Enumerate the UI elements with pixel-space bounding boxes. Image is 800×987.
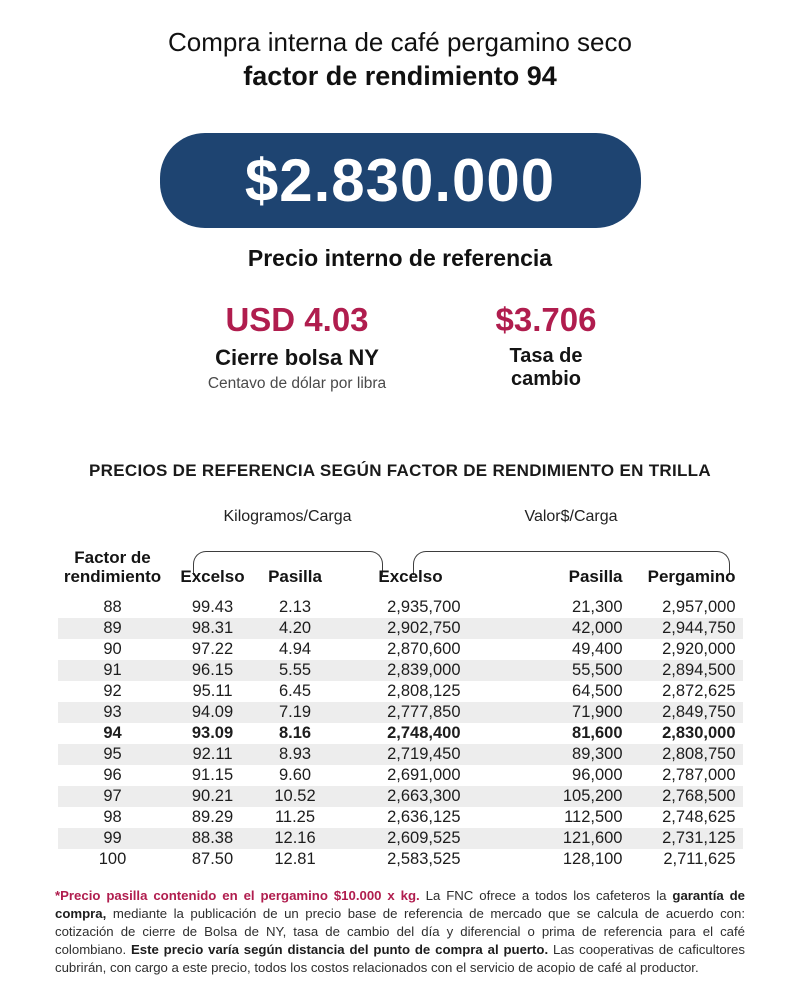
cell-pasilla-valor: 96,000 (572, 765, 623, 784)
table-row (58, 849, 743, 870)
cell-pasilla-kg: 12.81 (274, 849, 316, 868)
cell-factor: 100 (98, 849, 127, 868)
table-row (58, 765, 743, 786)
cell-excelso-valor: 2,748,400 (387, 723, 461, 742)
cell-excelso-valor: 2,691,000 (387, 765, 461, 784)
cell-pasilla-kg: 9.60 (278, 765, 312, 784)
section-title: PRECIOS DE REFERENCIA SEGÚN FACTOR DE RENDIMIENTO EN TRILLA (89, 461, 711, 481)
cell-pasilla-kg: 5.55 (278, 660, 312, 679)
cell-factor: 97 (103, 786, 122, 805)
cell-excelso-kg: 91.15 (191, 765, 234, 784)
ny-close-sublabel: Centavo de dólar por libra (207, 375, 387, 393)
group-label-kilogramos-carga: Kilogramos/Carga (223, 507, 352, 525)
exchange-rate-label: Tasa de cambio (509, 344, 583, 390)
page-title: Compra interna de café pergamino seco (168, 27, 632, 57)
cell-pasilla-kg: 11.25 (274, 807, 316, 826)
cell-excelso-valor: 2,583,525 (387, 849, 461, 868)
table-row (58, 723, 743, 744)
footer-segment: Este precio varía según distancia del punto de compra al puerto. (130, 941, 549, 957)
cell-factor: 94 (103, 723, 122, 742)
page-subtitle: factor de rendimiento 94 (243, 61, 557, 92)
cell-excelso-kg: 90.21 (191, 786, 234, 805)
cell-excelso-valor: 2,663,300 (387, 786, 461, 805)
cell-pasilla-kg: 6.45 (278, 681, 312, 700)
cell-pasilla-valor: 21,300 (572, 597, 623, 616)
cell-factor: 95 (103, 744, 122, 763)
cell-pasilla-valor: 55,500 (572, 660, 623, 679)
footer-segment: garantía de compra, (55, 887, 746, 921)
cell-excelso-valor: 2,636,125 (387, 807, 461, 826)
table-row (58, 660, 743, 681)
cell-pergamino-valor: 2,711,625 (663, 849, 736, 868)
cell-factor: 88 (103, 597, 122, 616)
column-header-pasilla-valor: Pasilla (568, 567, 623, 587)
cell-pasilla-valor: 112,500 (564, 807, 623, 826)
cell-pergamino-valor: 2,731,125 (662, 828, 736, 847)
cell-pasilla-valor: 42,000 (572, 618, 623, 637)
cell-excelso-kg: 96.15 (191, 660, 234, 679)
table-row (58, 597, 743, 618)
cell-pasilla-kg: 8.93 (278, 744, 312, 763)
table-row (58, 639, 743, 660)
cell-factor: 89 (103, 618, 122, 637)
cell-pasilla-valor: 121,600 (562, 828, 623, 847)
cell-pergamino-valor: 2,944,750 (662, 618, 736, 637)
cell-pasilla-kg: 2.13 (278, 597, 312, 616)
cell-excelso-kg: 98.31 (191, 618, 234, 637)
cell-pasilla-valor: 64,500 (572, 681, 623, 700)
cell-excelso-valor: 2,935,700 (387, 597, 461, 616)
exchange-rate-block (491, 301, 601, 393)
column-header-pasilla-kg: Pasilla (268, 567, 322, 587)
ny-close-block (199, 301, 395, 393)
table-row (58, 744, 743, 765)
table-body (58, 597, 743, 870)
cell-excelso-valor: 2,902,750 (387, 618, 461, 637)
cell-factor: 98 (103, 807, 122, 826)
cell-pasilla-kg: 12.16 (274, 828, 316, 847)
table-row (58, 828, 743, 849)
cell-pergamino-valor: 2,830,000 (662, 723, 736, 742)
cell-excelso-kg: 92.11 (192, 744, 233, 763)
footer-segment: Las cooperativas de caficultores cubrirán, con cargo a este precio, todos los costos relacionados con el servicio de acopio de café al productor. (55, 941, 745, 975)
cell-excelso-valor: 2,719,450 (387, 744, 461, 763)
cell-factor: 99 (103, 828, 122, 847)
market-indicators (0, 301, 800, 393)
cell-excelso-kg: 94.09 (191, 702, 234, 721)
cell-pasilla-valor: 71,900 (572, 702, 623, 721)
price-badge-value: $2.830.000 (244, 146, 556, 214)
cell-pergamino-valor: 2,768,500 (662, 786, 736, 805)
cell-pasilla-kg: 8.16 (278, 723, 312, 742)
cell-excelso-kg: 95.11 (192, 681, 233, 700)
cell-excelso-kg: 87.50 (191, 849, 234, 868)
cell-excelso-kg: 99.43 (191, 597, 234, 616)
cell-pergamino-valor: 2,787,000 (662, 765, 736, 784)
cell-excelso-valor: 2,777,850 (387, 702, 461, 721)
column-header-pergamino: Pergamino (647, 567, 736, 587)
price-caption: Precio interno de referencia (247, 244, 553, 271)
footer-segment: La FNC ofrece a todos los cafeteros la (419, 887, 673, 903)
footer-segment: *Precio pasilla contenido en el pergamino $10.000 x kg. (55, 887, 420, 903)
cell-pasilla-valor: 128,100 (562, 849, 623, 868)
cell-pasilla-valor: 49,400 (572, 639, 623, 658)
column-header-excelso-valor: Excelso (378, 567, 443, 587)
table-row (58, 786, 743, 807)
column-header-excelso-kg: Excelso (180, 567, 245, 587)
cell-pasilla-valor: 105,200 (562, 786, 623, 805)
ny-close-value: USD 4.03 (225, 301, 369, 339)
cell-excelso-kg: 89.29 (191, 807, 234, 826)
column-header-factor: Factor de rendimiento (63, 547, 162, 587)
cell-pasilla-kg: 10.52 (274, 786, 316, 805)
cell-pasilla-kg: 4.20 (278, 618, 312, 637)
cell-pergamino-valor: 2,957,000 (662, 597, 736, 616)
group-label-valor-carga: Valor$/Carga (524, 507, 618, 525)
footer-segment: mediante la publicación de un precio base de referencia de mercado que se calcula de acuerdo con: cotización de cierre de Bolsa de NY, tasa de cambio del día y diferencial o prima de referencia para el café colombiano. (55, 905, 745, 957)
cell-pergamino-valor: 2,808,750 (662, 744, 736, 763)
cell-factor: 92 (103, 681, 122, 700)
cell-excelso-valor: 2,609,525 (387, 828, 461, 847)
cell-excelso-valor: 2,808,125 (387, 681, 461, 700)
cell-pasilla-valor: 81,600 (572, 723, 623, 742)
table-row (58, 681, 743, 702)
price-badge (160, 133, 641, 228)
cell-excelso-kg: 88.38 (191, 828, 234, 847)
cell-pasilla-kg: 4.94 (278, 639, 312, 658)
cell-factor: 91 (103, 660, 122, 679)
table-row (58, 807, 743, 828)
cell-factor: 93 (103, 702, 122, 721)
table-header-row (58, 547, 743, 597)
cell-pergamino-valor: 2,872,625 (662, 681, 736, 700)
ny-close-label: Cierre bolsa NY (215, 344, 379, 370)
table-row (58, 618, 743, 639)
cell-factor: 90 (103, 639, 122, 658)
cell-pergamino-valor: 2,748,625 (662, 807, 736, 826)
footer-note (55, 887, 745, 977)
cell-pasilla-valor: 89,300 (572, 744, 623, 763)
cell-pasilla-kg: 7.19 (278, 702, 312, 721)
table-row (58, 702, 743, 723)
cell-excelso-valor: 2,839,000 (387, 660, 461, 679)
cell-excelso-kg: 93.09 (191, 723, 234, 742)
cell-pergamino-valor: 2,849,750 (662, 702, 736, 721)
cell-factor: 96 (103, 765, 122, 784)
cell-excelso-kg: 97.22 (191, 639, 234, 658)
exchange-rate-value: $3.706 (495, 301, 597, 339)
price-table (58, 508, 743, 870)
cell-pergamino-valor: 2,920,000 (662, 639, 736, 658)
cell-excelso-valor: 2,870,600 (387, 639, 461, 658)
cell-pergamino-valor: 2,894,500 (662, 660, 736, 679)
